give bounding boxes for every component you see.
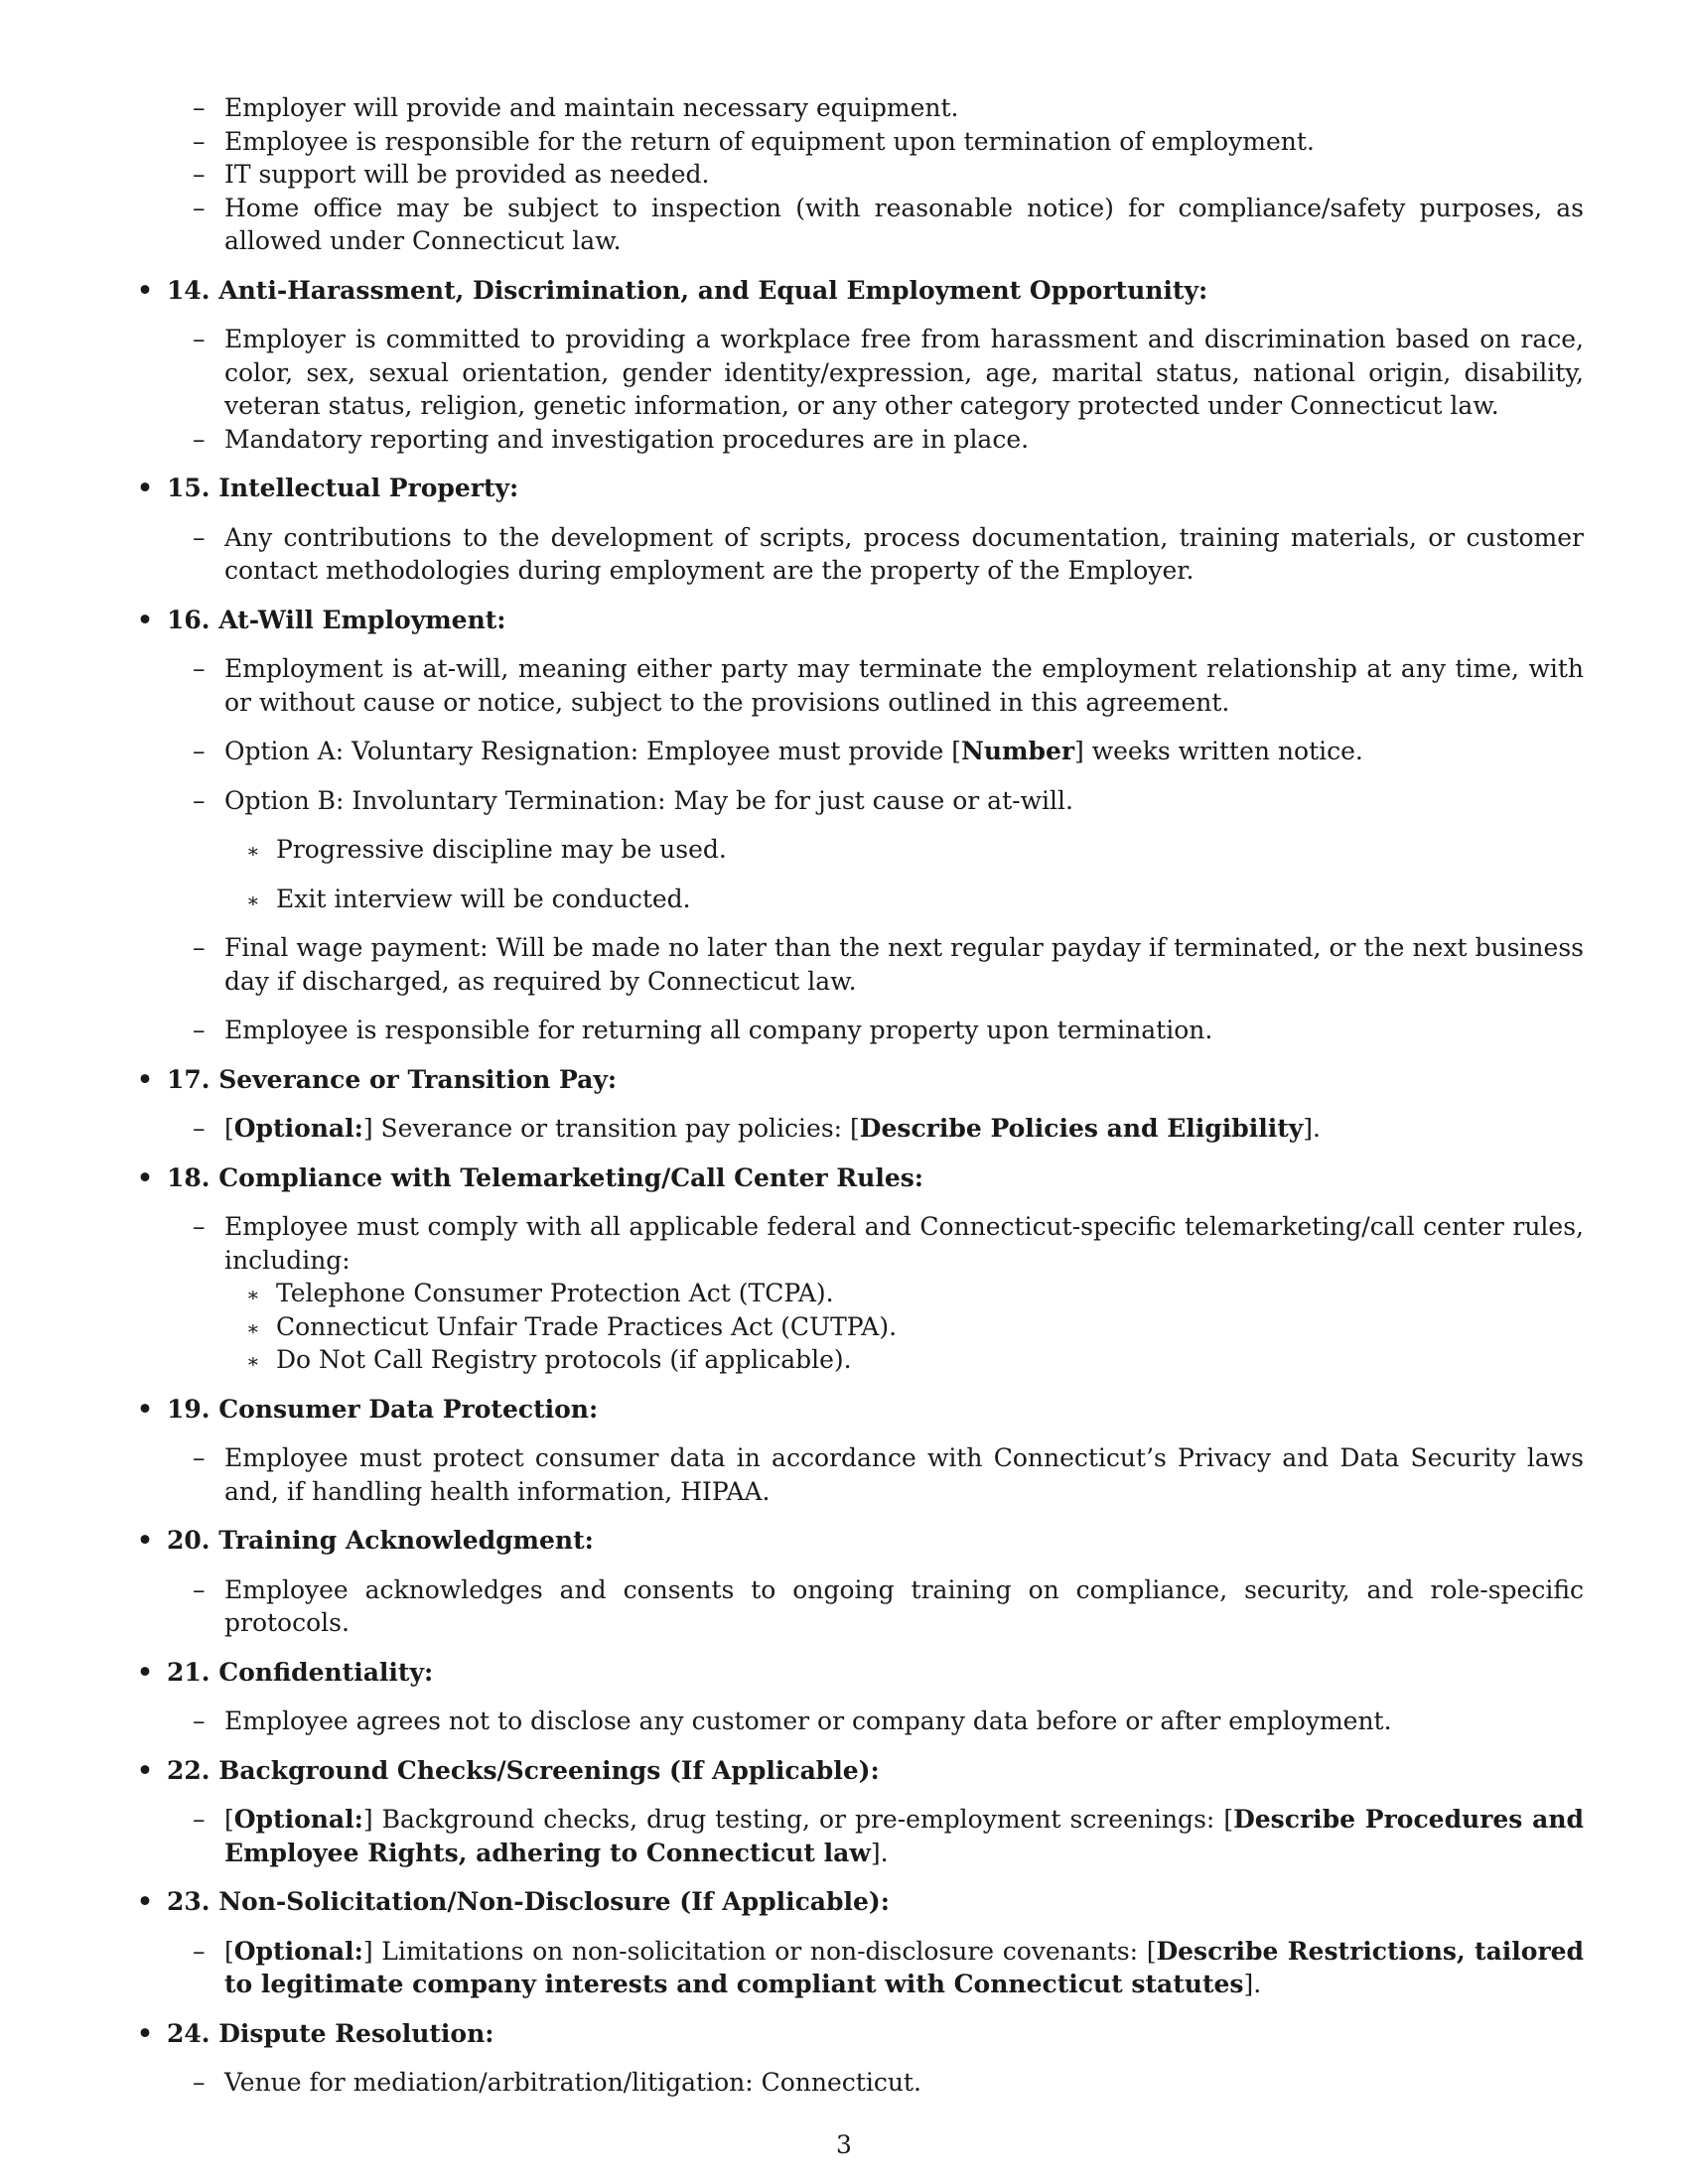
list-item: – IT support will be provided as needed. — [193, 160, 710, 189]
list-item: – Option A: Voluntary Resignation: Employee must provide [Number] weeks written notice. — [193, 737, 1363, 765]
bullet-icon: • — [137, 1064, 153, 1094]
asterisk-icon: ∗ — [246, 887, 260, 912]
list-item: – Employee must protect consumer data in accordance with Connecticut’s Privacy and Data Security laws and, if handling health information, HIPAA. — [193, 1443, 1584, 1506]
list-item: ∗ Connecticut Unfair Trade Practices Act (CUTPA). — [276, 1310, 1584, 1344]
section-title: 24. Dispute Resolution: — [167, 2018, 494, 2048]
list-item: – Home office may be subject to inspection (with reasonable notice) for compliance/safety purposes, as allowed under Connecticut law. — [193, 193, 1584, 255]
section-21 — [137, 1656, 1584, 1738]
bullet-icon: • — [137, 1394, 153, 1424]
list-item: – Employer is committed to providing a workplace free from harassment and discrimination based on race, color, sex, sexual orientation, gender identity/expression, age, marital status, national origin, disability, veteran status, religion, genetic information, or any other category protected under Connecticut law. — [193, 325, 1584, 420]
list-item: – Any contributions to the development of scripts, process documentation, training materials, or customer contact methodologies during employment are the property of the Employer. — [193, 522, 1584, 585]
list-item: – [Optional:] Limitations on non-solicitation or non-disclosure covenants: [Describe Restrictions, tailored to legitimate company interests and compliant with Connecticut statutes]. — [193, 1936, 1584, 1998]
section-20 — [137, 1524, 1584, 1640]
section-title: 22. Background Checks/Screenings (If Applicable): — [167, 1755, 880, 1785]
intro-list — [137, 91, 1584, 258]
section-title: 19. Consumer Data Protection: — [167, 1394, 599, 1424]
section-24 — [137, 2017, 1584, 2100]
list-item: – Venue for mediation/arbitration/litigation: Connecticut. — [193, 2068, 921, 2097]
bullet-icon: • — [137, 275, 153, 305]
bullet-icon: • — [137, 2018, 153, 2048]
list-item: – Employee acknowledges and consents to ongoing training on compliance, security, and role-specific protocols. — [193, 1574, 1584, 1637]
section-14 — [137, 274, 1584, 457]
list-item: – Employee is responsible for returning all company property upon termination. — [193, 1016, 1213, 1044]
list-item: ∗ Telephone Consumer Protection Act (TCPA). — [276, 1277, 1584, 1310]
asterisk-icon: ∗ — [246, 839, 260, 863]
section-17 — [137, 1063, 1584, 1146]
list-item: – Employee must comply with all applicable federal and Connecticut-specific telemarketing/call center rules, including: ∗ Telephone Consumer Protection Act (TCPA). ∗ Connecticut Unfair Trade Practices Act (CUTPA). ∗ Do Not Call Registry protocols (if applicable). — [224, 1210, 1584, 1377]
bullet-icon: • — [137, 1162, 153, 1192]
section-title: 18. Compliance with Telemarketing/Call Center Rules: — [167, 1162, 924, 1192]
section-15 — [137, 472, 1584, 588]
list-item: – Employee agrees not to disclose any customer or company data before or after employment. — [193, 1706, 1392, 1735]
list-item: – Employer will provide and maintain necessary equipment. — [193, 93, 959, 122]
asterisk-icon: ∗ — [246, 1283, 260, 1306]
list-item: – Option B: Involuntary Termination: May be for just cause or at-will. ∗ Progressive discipline may be used. ∗ Exit interview will be conducted. — [224, 784, 1584, 916]
bullet-icon: • — [137, 1887, 153, 1916]
section-22 — [137, 1754, 1584, 1870]
bullet-icon: • — [137, 605, 153, 634]
list-item: ∗ Exit interview will be conducted. — [276, 883, 1584, 916]
bullet-icon: • — [137, 1755, 153, 1785]
list-item: ∗ Do Not Call Registry protocols (if applicable). — [276, 1343, 1584, 1377]
section-title: 14. Anti-Harassment, Discrimination, and Equal Employment Opportunity: — [167, 275, 1208, 305]
section-title: 15. Intellectual Property: — [167, 474, 519, 502]
list-item: – Employment is at-will, meaning either party may terminate the employment relationship at any time, with or without cause or notice, subject to the provisions outlined in this agreement. — [193, 654, 1584, 717]
list-item: – Final wage payment: Will be made no later than the next regular payday if terminated, or the next business day if discharged, as required by Connecticut law. — [193, 933, 1584, 996]
section-title: 20. Training Acknowledgment: — [167, 1526, 594, 1555]
section-title: 23. Non-Solicitation/Non-Disclosure (If Applicable): — [167, 1887, 890, 1916]
list-item: – [Optional:] Background checks, drug testing, or pre-employment screenings: [Describe Procedures and Employee Rights, adhering to Connecticut law]. — [193, 1805, 1585, 1867]
bullet-icon: • — [137, 1526, 153, 1555]
section-16 — [137, 604, 1584, 1047]
page-number: 3 — [836, 2130, 852, 2159]
list-item: – Employee is responsible for the return of equipment upon termination of employment. — [193, 126, 1315, 156]
asterisk-icon: ∗ — [246, 1315, 260, 1340]
list-item: – [Optional:] Severance or transition pay policies: [Describe Policies and Eligibility]. — [193, 1114, 1321, 1143]
list-item: ∗ Progressive discipline may be used. — [276, 833, 1584, 867]
section-19 — [137, 1393, 1584, 1509]
section-title: 17. Severance or Transition Pay: — [167, 1064, 618, 1094]
section-23 — [137, 1885, 1584, 2001]
section-title: 16. At-Will Employment: — [167, 605, 506, 634]
list-item: – Mandatory reporting and investigation procedures are in place. — [193, 424, 1030, 454]
section-18 — [137, 1161, 1584, 1377]
asterisk-icon: ∗ — [246, 1349, 260, 1373]
bullet-icon: • — [137, 474, 153, 502]
section-title: 21. Confidentiality: — [167, 1657, 434, 1687]
bullet-icon: • — [137, 1657, 153, 1687]
